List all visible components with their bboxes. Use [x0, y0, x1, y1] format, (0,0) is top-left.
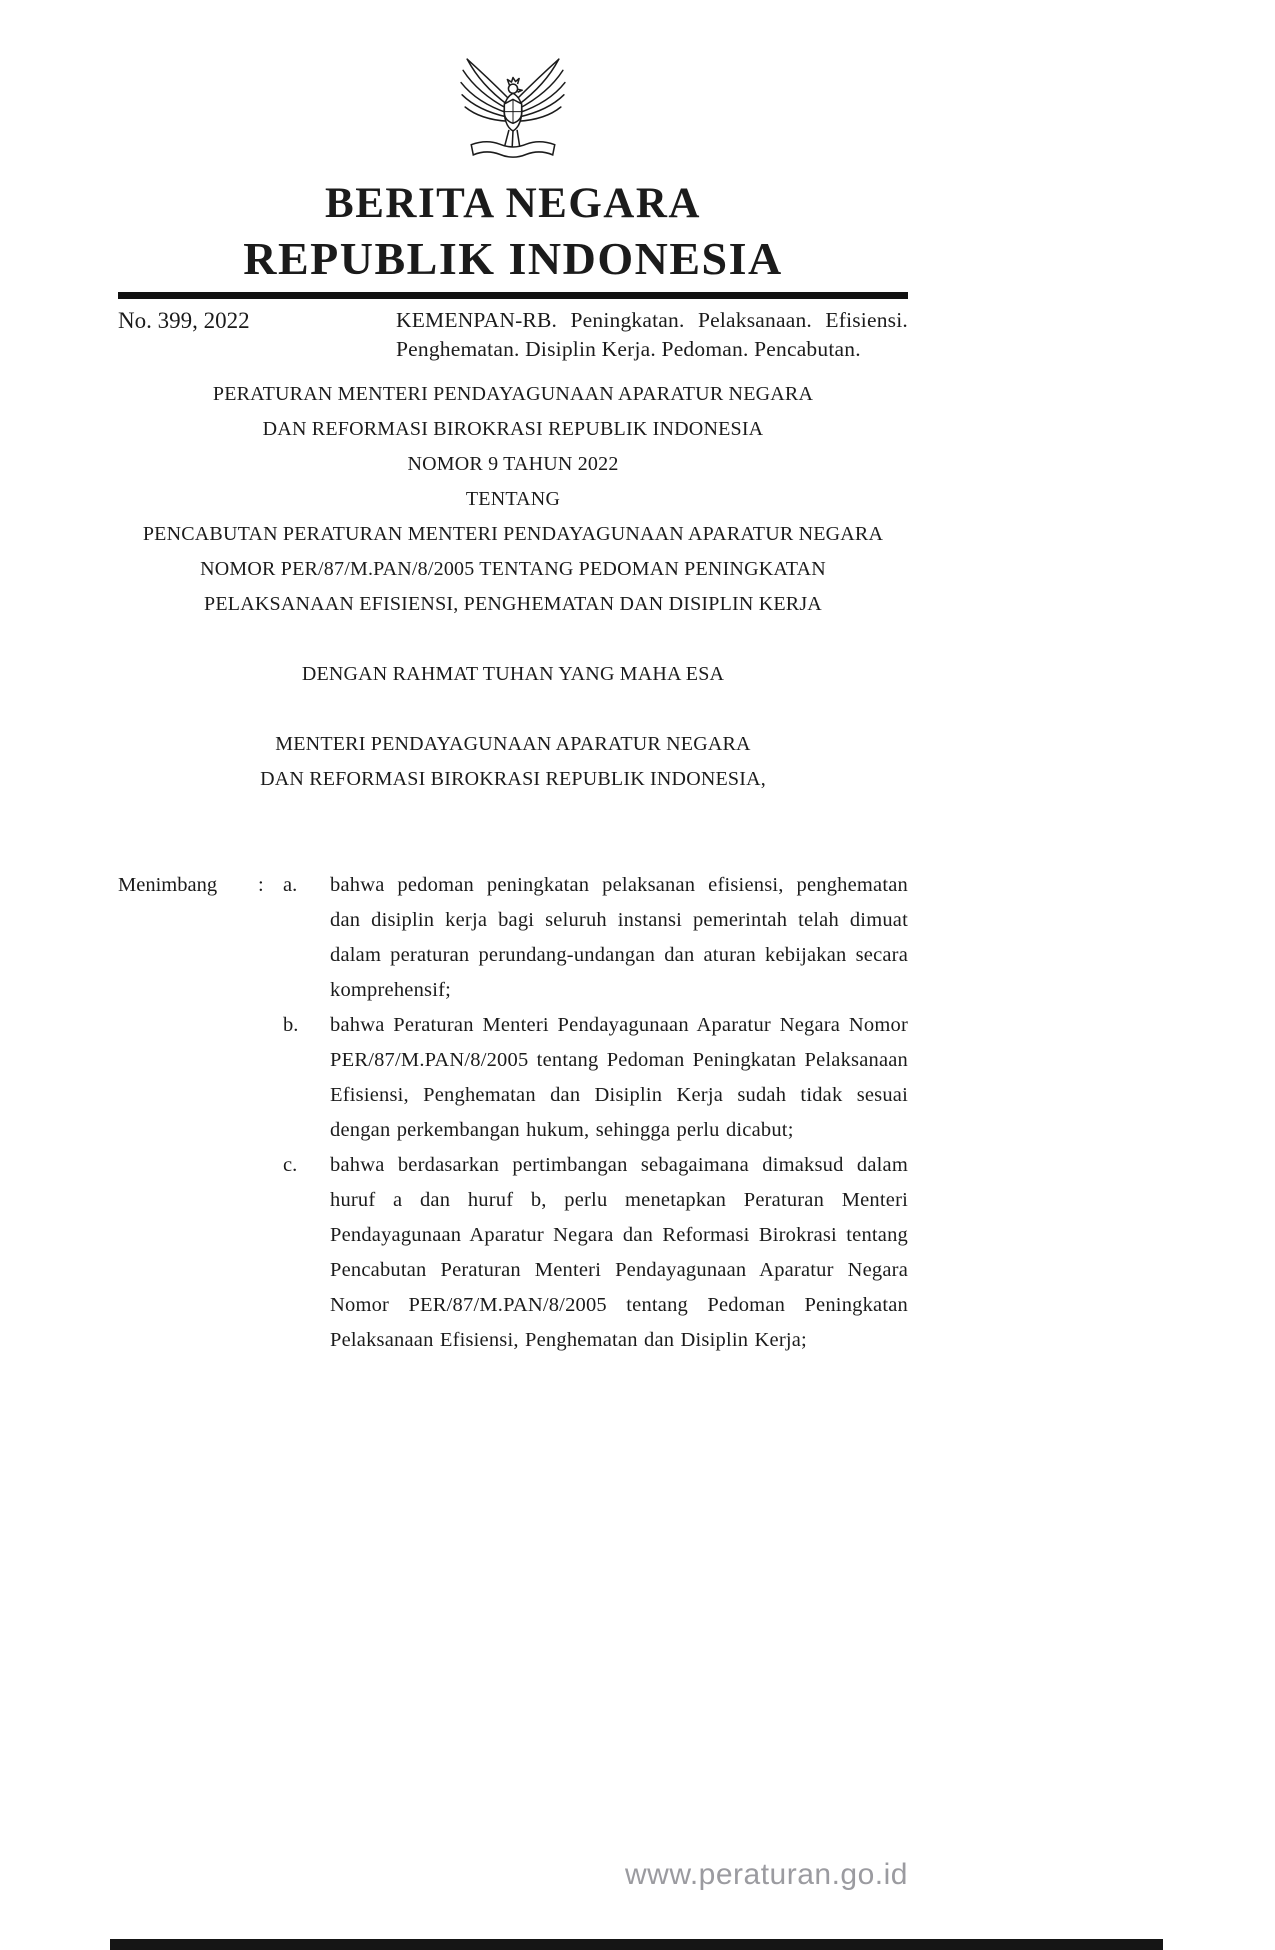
- regulation-subject-line: PENCABUTAN PERATURAN MENTERI PENDAYAGUNAAN APARATUR NEGARA: [142, 523, 884, 545]
- regulation-subject-line: PELAKSANAAN EFISIENSI, PENGHEMATAN DAN DISIPLIN KERJA: [204, 593, 822, 615]
- spacer: [258, 1148, 283, 1358]
- menimbang-item-text: bahwa Peraturan Menteri Pendayagunaan Aparatur Negara Nomor PER/87/M.PAN/8/2005 tentang Pedoman Peningkatan Pelaksanaan Efisiensi, Penghematan dan Disiplin Kerja sudah tidak sesuai dengan perkembangan hukum, sehingga perlu dicabut;: [330, 1014, 908, 1141]
- authority-block: [118, 727, 908, 797]
- spacer: [118, 1008, 258, 1148]
- masthead-divider: [118, 292, 908, 299]
- regulation-title-block: [118, 377, 908, 622]
- authority-line: MENTERI PENDAYAGUNAAN APARATUR NEGARA: [275, 733, 751, 755]
- emblem-container: [118, 0, 908, 168]
- spacer: [118, 1148, 258, 1358]
- garuda-pancasila-emblem-icon: [457, 44, 569, 168]
- spacer: [258, 1008, 283, 1148]
- page-content: [118, 0, 908, 1358]
- menimbang-label: Menimbang: [118, 874, 218, 896]
- regulation-tentang-line: TENTANG: [465, 488, 561, 510]
- authority-line: DAN REFORMASI BIROKRASI REPUBLIK INDONESIA,: [260, 768, 766, 790]
- menimbang-item-text: bahwa berdasarkan pertimbangan sebagaimana dimaksud dalam huruf a dan huruf b, perlu menetapkan Peraturan Menteri Pendayagunaan Aparatur Negara dan Reformasi Birokrasi tentang Pencabutan Peraturan Menteri Pendayagunaan Aparatur Negara Nomor PER/87/M.PAN/8/2005 tentang Pedoman Peningkatan Pelaksanaan Efisiensi, Penghematan dan Disiplin Kerja;: [330, 1154, 908, 1351]
- regulation-title-line: DAN REFORMASI BIROKRASI REPUBLIK INDONESIA: [262, 418, 764, 440]
- page-bottom-bar: [110, 1939, 1163, 1950]
- regulation-subject-line: NOMOR PER/87/M.PAN/8/2005 TENTANG PEDOMAN PENINGKATAN: [200, 558, 826, 580]
- gazette-title-line1: BERITA NEGARA: [325, 180, 701, 227]
- site-watermark: www.peraturan.go.id: [625, 1858, 908, 1891]
- menimbang-section: [118, 868, 908, 1358]
- gazette-subject-abstract: KEMENPAN-RB. Peningkatan. Pelaksanaan. Efisiensi. Penghematan. Disiplin Kerja. Pedoman. Pencabutan.: [396, 308, 908, 361]
- menimbang-colon: :: [258, 874, 264, 896]
- menimbang-item-letter: a.: [283, 874, 298, 896]
- gazette-header-row: [118, 306, 908, 363]
- menimbang-item-letter: b.: [283, 1014, 299, 1036]
- menimbang-item-text: bahwa pedoman peningkatan pelaksanan efisiensi, penghematan dan disiplin kerja bagi seluruh instansi pemerintah telah dimuat dalam peraturan perundang-undangan dan aturan kebijakan secara komprehensif;: [330, 874, 908, 1001]
- regulation-number-line: NOMOR 9 TAHUN 2022: [407, 453, 619, 475]
- regulation-title-line: PERATURAN MENTERI PENDAYAGUNAAN APARATUR NEGARA: [212, 383, 814, 405]
- menimbang-item-letter: c.: [283, 1154, 298, 1176]
- invocation-line: DENGAN RAHMAT TUHAN YANG MAHA ESA: [301, 663, 725, 685]
- gazette-title-line2: REPUBLIK INDONESIA: [243, 233, 783, 284]
- gazette-number: No. 399, 2022: [118, 308, 250, 333]
